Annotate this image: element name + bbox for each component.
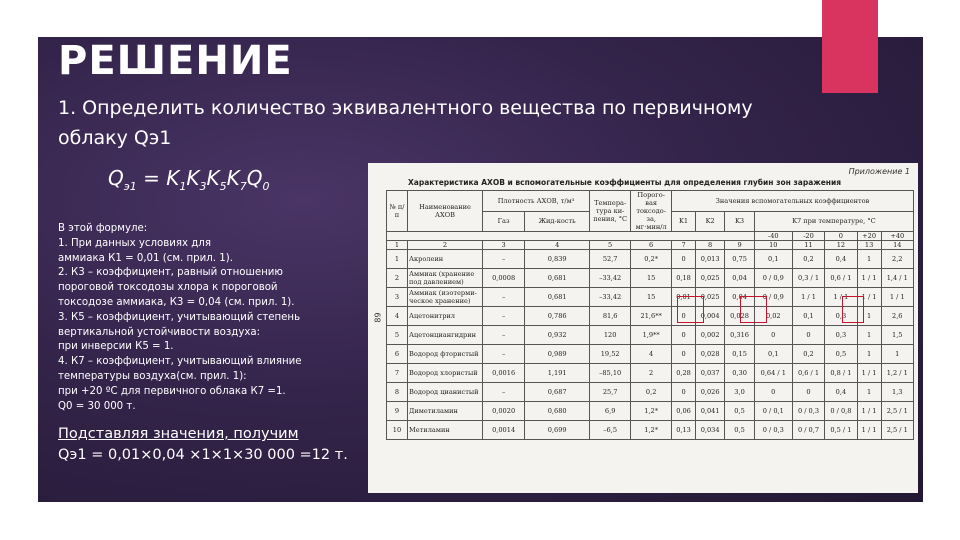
table-cell: Диметиламин	[408, 402, 483, 421]
table-cell: 0,989	[525, 345, 590, 364]
table-cell: –	[483, 288, 525, 307]
table-cell: Метиламин	[408, 421, 483, 440]
table-cell: 9	[387, 402, 408, 421]
table-cell: –	[483, 250, 525, 269]
table-cell: 4	[387, 307, 408, 326]
table-cell: 1	[857, 383, 881, 402]
table-cell: 0,025	[695, 269, 724, 288]
table-cell: 1,191	[525, 364, 590, 383]
table-cell: –6,5	[590, 421, 631, 440]
note-line: 4. К7 – коэффициент, учитывающий влияние	[58, 356, 302, 368]
table-cell: 3	[387, 288, 408, 307]
table-cell: 0,1	[754, 250, 792, 269]
table-cell: 19,52	[590, 345, 631, 364]
table-cell: 0 / 0,1	[754, 402, 792, 421]
table-cell: 0,013	[695, 250, 724, 269]
table-cell: –85,10	[590, 364, 631, 383]
table-cell: 0,1	[792, 307, 824, 326]
note-line: токсодозе аммиака, К3 = 0,04 (см. прил. 1).	[58, 296, 295, 308]
th-temp: Темпера-тура ки-пения, °С	[590, 191, 631, 232]
table-cell: 0,06	[672, 402, 696, 421]
table-cell: 1 / 1	[825, 288, 857, 307]
th-coefs: Значения вспомогательных коэффициентов	[672, 191, 914, 212]
table-cell: 0,01	[672, 288, 696, 307]
table-cell: 0	[792, 326, 824, 345]
note-line: температуры воздуха(см. прил. 1):	[58, 370, 247, 382]
table-row	[387, 421, 914, 440]
th-num: № п/п	[387, 191, 408, 232]
temp-header: +20	[857, 232, 881, 241]
table-cell: 81,6	[590, 307, 631, 326]
column-number: 5	[590, 241, 631, 250]
table-cell: 0 / 0,9	[754, 288, 792, 307]
note-line: Q0 = 30 000 т.	[58, 400, 136, 412]
table-cell: 0	[672, 326, 696, 345]
column-number: 2	[408, 241, 483, 250]
column-number: 9	[725, 241, 754, 250]
table-cell: –	[483, 307, 525, 326]
formula-eq: =	[136, 166, 167, 190]
column-number: 11	[792, 241, 824, 250]
column-number: 13	[857, 241, 881, 250]
table-cell: 0 / 0,3	[792, 402, 824, 421]
table-cell: Водород фтористый	[408, 345, 483, 364]
note-line: пороговой токсодозы хлора к пороговой	[58, 282, 278, 294]
table-cell: 0,932	[525, 326, 590, 345]
result-block	[58, 424, 368, 466]
table-cell: Водород цианистый	[408, 383, 483, 402]
table-cell: 0,041	[695, 402, 724, 421]
formula-k1: K	[166, 166, 180, 190]
table-cell: 0 / 0,3	[754, 421, 792, 440]
highlight-k1	[677, 296, 704, 323]
formula-lhs-sub: э1	[123, 180, 137, 193]
table-cell: 2	[631, 364, 672, 383]
table-cell: 1 / 1	[857, 364, 881, 383]
table-cell: 0,0020	[483, 402, 525, 421]
table-cell: 0,681	[525, 269, 590, 288]
table-cell: 120	[590, 326, 631, 345]
table-cell: 1 / 1	[857, 421, 881, 440]
table-cell: 0,8 / 1	[825, 364, 857, 383]
table-cell: 7	[387, 364, 408, 383]
table-cell: 0,4	[825, 250, 857, 269]
formula	[108, 166, 270, 193]
table-body	[387, 232, 914, 440]
table-row	[387, 383, 914, 402]
highlight-k7	[842, 296, 864, 323]
th-k1: K1	[672, 211, 696, 232]
note-line: 2. К3 – коэффициент, равный отношению	[58, 267, 283, 279]
table-cell: 0,0008	[483, 269, 525, 288]
table-cell: 0,699	[525, 421, 590, 440]
table-cell: 0,839	[525, 250, 590, 269]
result-heading: Подставляя значения, получим	[58, 426, 299, 442]
formula-k5: K	[206, 166, 220, 190]
accent-bar	[822, 0, 878, 93]
table-cell: 0,786	[525, 307, 590, 326]
table-cell: Акролеин	[408, 250, 483, 269]
formula-lhs: Q	[108, 166, 124, 190]
temp-header: -40	[754, 232, 792, 241]
table-cell: 4	[631, 345, 672, 364]
table-cell: 0	[672, 250, 696, 269]
note-line: аммиака К1 = 0,01 (см. прил. 1).	[58, 252, 233, 264]
table-cell: 1,2*	[631, 421, 672, 440]
column-number: 8	[695, 241, 724, 250]
table-cell: 0,2	[792, 250, 824, 269]
table-cell: 1	[857, 345, 881, 364]
table-cell: 0,5	[825, 345, 857, 364]
highlight-k3	[740, 296, 767, 323]
table-row	[387, 269, 914, 288]
table-cell: 0,13	[672, 421, 696, 440]
table-cell: 2,2	[881, 250, 913, 269]
table-cell: 0,3	[825, 326, 857, 345]
table-cell: 0,02	[754, 307, 792, 326]
explanation-notes	[58, 222, 358, 414]
table-cell: 25,7	[590, 383, 631, 402]
table-cell: 0,028	[725, 307, 754, 326]
table-cell: 8	[387, 383, 408, 402]
table-cell: –	[483, 326, 525, 345]
table-cell: 0	[672, 383, 696, 402]
table-cell: 5	[387, 326, 408, 345]
th-k3: K3	[725, 211, 754, 232]
table-cell: 15	[631, 288, 672, 307]
table-cell: 0,75	[725, 250, 754, 269]
table-cell: 0,5	[725, 421, 754, 440]
reference-table-image	[368, 163, 918, 493]
table-cell: 1	[881, 345, 913, 364]
page-number: 89	[373, 312, 383, 323]
table-cell: 1,3	[881, 383, 913, 402]
table-cell: 0,28	[672, 364, 696, 383]
table-cell: 0 / 0,9	[754, 269, 792, 288]
note-line: В этой формуле:	[58, 223, 148, 234]
table-caption: Характеристика АХОВ и вспомогательные коэффициенты для определения глубин зон заражения	[408, 178, 842, 187]
table-cell: 1,9**	[631, 326, 672, 345]
column-number: 3	[483, 241, 525, 250]
table-cell: 1 / 1	[881, 288, 913, 307]
table-cell: 0,681	[525, 288, 590, 307]
table-cell: 6	[387, 345, 408, 364]
table-row	[387, 402, 914, 421]
column-number: 1	[387, 241, 408, 250]
axov-table	[386, 190, 914, 440]
table-cell: Аммиак (изотерми-ческое хранение)	[408, 288, 483, 307]
formula-k1-sub: 1	[179, 180, 187, 193]
table-cell: 1	[857, 307, 881, 326]
table-cell: 0,3	[825, 307, 857, 326]
table-cell: 0 / 0,7	[792, 421, 824, 440]
table-cell: 1	[857, 250, 881, 269]
table-cell: 0,3 / 1	[792, 269, 824, 288]
table-cell: 0,037	[695, 364, 724, 383]
table-cell: 0,028	[695, 345, 724, 364]
table-cell: 21,6**	[631, 307, 672, 326]
th-dose: Порого-вая токсодо-за, мг·мин/л	[631, 191, 672, 232]
temp-header: 0	[825, 232, 857, 241]
table-cell: Ацетонциангидрин	[408, 326, 483, 345]
column-number: 7	[672, 241, 696, 250]
column-number: 6	[631, 241, 672, 250]
table-cell: 1	[857, 326, 881, 345]
temps-pad	[387, 232, 755, 241]
table-cell: 6,9	[590, 402, 631, 421]
table-cell: 1,4 / 1	[881, 269, 913, 288]
table-cell: –33,42	[590, 269, 631, 288]
column-number: 12	[825, 241, 857, 250]
table-cell: 0,1	[754, 345, 792, 364]
table-cell: 0,5 / 1	[825, 421, 857, 440]
table-cell: 0,025	[695, 288, 724, 307]
table-cell: 0,6 / 1	[825, 269, 857, 288]
table-cell: 0	[792, 383, 824, 402]
slide-subtitle: 1. Определить количество эквивалентного вещества по первичному облаку Qэ1	[58, 97, 753, 149]
table-cell: –33,42	[590, 288, 631, 307]
table-cell: 1 / 1	[857, 402, 881, 421]
note-line: 3. К5 – коэффициент, учитывающий степень	[58, 311, 301, 323]
table-cell: –	[483, 345, 525, 364]
table-cell: 2,5 / 1	[881, 421, 913, 440]
table-cell: 0	[672, 345, 696, 364]
table-cell: Водород хлористый	[408, 364, 483, 383]
temp-header: -20	[792, 232, 824, 241]
table-cell: 0,680	[525, 402, 590, 421]
note-line: при +20 ºС для первичного облака К7 =1.	[58, 385, 286, 397]
th-k7: K7 при температуре, °С	[754, 211, 913, 232]
table-cell: 15	[631, 269, 672, 288]
table-cell: 0,316	[725, 326, 754, 345]
result-formula: Qэ1 = 0,01×0,04 ×1×1×30 000 =12 т.	[58, 447, 348, 463]
table-cell: 1,5	[881, 326, 913, 345]
column-number: 10	[754, 241, 792, 250]
th-name: Наименование АХОВ	[408, 191, 483, 232]
formula-q0-sub: 0	[262, 180, 270, 193]
table-cell: 0,2	[792, 345, 824, 364]
table-cell: 1 / 1	[857, 269, 881, 288]
table-cell: 0,0016	[483, 364, 525, 383]
table-cell: 0,0014	[483, 421, 525, 440]
table-cell: 2,6	[881, 307, 913, 326]
note-line: вертикальной устойчивости воздуха:	[58, 326, 261, 338]
table-cell: 0,034	[695, 421, 724, 440]
table-cell: 10	[387, 421, 408, 440]
table-cell: 0,04	[725, 269, 754, 288]
th-density: Плотность АХОВ, т/м³	[483, 191, 590, 212]
slide-title: РЕШЕНИЕ	[58, 38, 293, 84]
table-cell: 0	[754, 383, 792, 402]
table-row	[387, 326, 914, 345]
temp-header: +40	[881, 232, 913, 241]
table-cell: 3,0	[725, 383, 754, 402]
formula-k7-sub: 7	[239, 180, 247, 193]
table-cell: 0,2	[631, 383, 672, 402]
column-numbers-row	[387, 241, 914, 250]
table-cell: –	[483, 383, 525, 402]
table-cell: 0,04	[725, 288, 754, 307]
table-cell: 0,15	[725, 345, 754, 364]
formula-k3: K	[186, 166, 200, 190]
table-cell: 1,2 / 1	[881, 364, 913, 383]
table-cell: 0,18	[672, 269, 696, 288]
table-cell: 0 / 0,8	[825, 402, 857, 421]
table-cell: 0,5	[725, 402, 754, 421]
th-k2: K2	[695, 211, 724, 232]
th-gas: Газ	[483, 211, 525, 232]
formula-q0: Q	[246, 166, 263, 190]
table-cell: 0,2*	[631, 250, 672, 269]
table-cell: 1	[387, 250, 408, 269]
table-row	[387, 345, 914, 364]
table-cell: 0	[672, 307, 696, 326]
table-cell: 0,30	[725, 364, 754, 383]
temps-row	[387, 232, 914, 241]
table-cell: 0,6 / 1	[792, 364, 824, 383]
table-cell: 0,64 / 1	[754, 364, 792, 383]
appendix-label: Приложение 1	[848, 167, 910, 176]
table-row	[387, 307, 914, 326]
table-cell: 52,7	[590, 250, 631, 269]
table-cell: 1 / 1	[857, 288, 881, 307]
table-cell: 0	[754, 326, 792, 345]
table-cell: 0,004	[695, 307, 724, 326]
formula-k3-sub: 3	[199, 180, 207, 193]
table-row	[387, 250, 914, 269]
table-row	[387, 364, 914, 383]
table-cell: Аммиак (хранение под давлением)	[408, 269, 483, 288]
table-cell: 1,2*	[631, 402, 672, 421]
formula-k5-sub: 5	[219, 180, 227, 193]
table-cell: 0,687	[525, 383, 590, 402]
column-number: 4	[525, 241, 590, 250]
table-cell: 0,4	[825, 383, 857, 402]
note-line: при инверсии К5 = 1.	[58, 341, 174, 353]
th-liquid: Жид-кость	[525, 211, 590, 232]
table-row	[387, 288, 914, 307]
column-number: 14	[881, 241, 913, 250]
table-cell: 0,026	[695, 383, 724, 402]
table-cell: 2	[387, 269, 408, 288]
formula-k7: K	[226, 166, 240, 190]
table-cell: Ацетонитрил	[408, 307, 483, 326]
table-cell: 1 / 1	[792, 288, 824, 307]
note-line: 1. При данных условиях для	[58, 237, 211, 249]
table-cell: 2,5 / 1	[881, 402, 913, 421]
table-cell: 0,002	[695, 326, 724, 345]
